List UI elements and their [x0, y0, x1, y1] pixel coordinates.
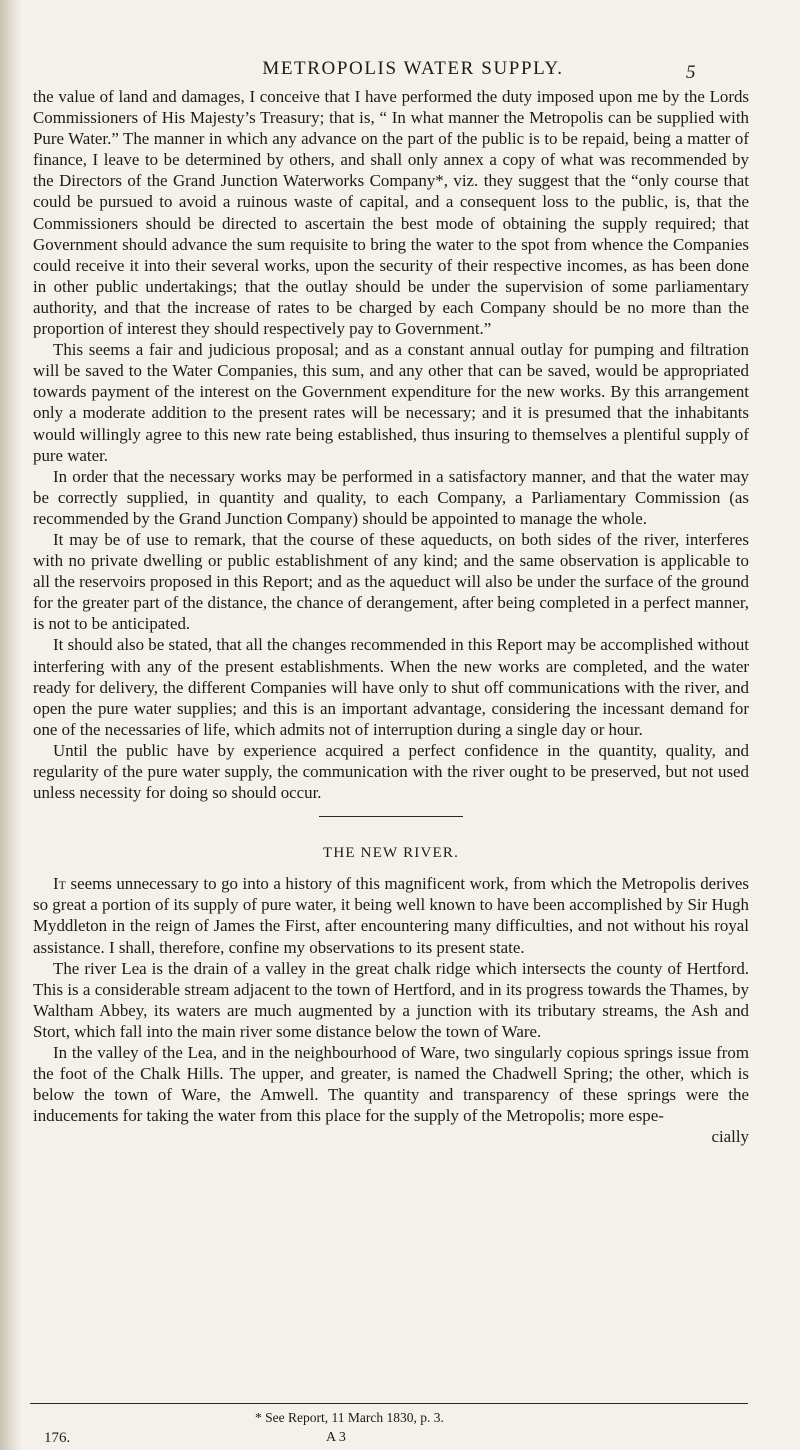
- catchword: cially: [711, 1127, 749, 1147]
- section-heading: THE NEW RIVER.: [322, 845, 460, 862]
- footnote-rule: [30, 1403, 748, 1404]
- paragraph: In the valley of the Lea, and in the neighbourhood of Ware, two singularly copious springs issue from the foot of the Chalk Hills. The upper, and greater, is named the Chadwell Spring; the other, which is below the town of Ware, the Amwell. The quantity and transparency of these springs were the inducements for taking the water from this place for the supply of the Metropolis; more espe-: [33, 1043, 749, 1126]
- paragraph: the value of land and damages, I conceive that I have performed the duty imposed upon me by the Lords Commissioners of His Majesty’s Treasury; that is, “ In what manner the Metropolis can be supplied with Pure Water.” The manner in which any advance on the part of the public is to be repaid, being a matter of finance, I leave to be determined by others, and shall only annex a copy of what was recommended by the Directors of the Grand Junction Waterworks Company*, viz. they suggest that the “only course that could be pursued to avoid a ruinous waste of capital, and a consequent loss to the public, is, that the Commissioners should be directed to ascertain the best mode of obtaining the supply required; that Government should advance the sum requisite to bring the water to the spot from whence the Companies could receive it into their several works, upon the security of their respective incomes, as has been done in other public undertakings; that the outlay should be under the supervision of some parliamentary authority, and that the increase of rates to be charged by each Company should be no more than the proportion of interest they should respectively pay to Government.”: [33, 87, 749, 339]
- signature-mark: A 3: [326, 1430, 346, 1445]
- page-number: 5: [686, 62, 696, 83]
- running-title: METROPOLIS WATER SUPPLY.: [262, 58, 564, 79]
- paragraph: In order that the necessary works may be performed in a satisfactory manner, and that the water may be correctly supplied, in quantity and quality, to each Company, a Parliamentary Commission (as recommended by the Grand Junction Company) should be appointed to manage the whole.: [33, 466, 749, 528]
- paragraph: This seems a fair and judicious proposal; and as a constant annual outlay for pumping and filtration will be saved to the Water Companies, this sum, and any other that can be saved, would be appropriated towards payment of the interest on the Government expenditure for the new works. By this arrangement only a moderate addition to the present rates will be necessary; and it is presumed that the inhabitants would willingly agree to this new rate being established, thus insuring to themselves a plentiful supply of pure water.: [33, 340, 749, 465]
- drop-word: It: [53, 874, 66, 894]
- paragraph: Until the public have by experience acquired a perfect confidence in the quantity, quality, and regularity of the pure water supply, the communication with the river ought to be preserved, but not used unless necessity for doing so should occur.: [33, 740, 749, 803]
- sheet-number: 176.: [44, 1430, 71, 1446]
- section-first-paragraph: [33, 873, 749, 957]
- paragraph: It may be of use to remark, that the course of these aqueducts, on both sides of the river, interferes with no private dwelling or public establishment of any kind; and the same observation is applicable to all the reservoirs proposed in this Report; and as the aqueduct will also be under the surface of the ground for the greater part of the distance, the chance of derangement, after being completed in a perfect manner, is not to be anticipated.: [33, 529, 749, 634]
- paragraph-text: seems unnecessary to go into a history of this magnificent work, from which the Metropolis derives so great a portion of its supply of pure water, it being well known to have been accomplished by Sir Hugh Myddleton in the reign of James the First, after encountering many difficulties, and not without his royal assistance. I shall, therefore, confine my observations to its present state.: [33, 874, 749, 957]
- paragraph: It should also be stated, that all the changes recommended in this Report may be accomplished without interfering with any of the present establishments. When the new works are completed, and the water ready for delivery, the different Companies will have only to shut off communications with the river, and open the pure water supplies; and this is an important advantage, considering the incessant demand for one of the necessaries of life, which admits not of interruption during a single day or hour.: [33, 635, 749, 739]
- body-text: [33, 86, 749, 1148]
- footnote: * See Report, 11 March 1830, p. 3.: [255, 1410, 444, 1425]
- paragraph: The river Lea is the drain of a valley in the great chalk ridge which intersects the county of Hertford. This is a considerable stream adjacent to the town of Hertford, and in its progress towards the Thames, by Waltham Abbey, its waters are much augmented by a junction with its tributary streams, the Ash and Stort, which fall into the main river some distance below the town of Ware.: [33, 958, 749, 1041]
- page-edge-shadow: [0, 0, 22, 1450]
- section-divider: [319, 816, 463, 817]
